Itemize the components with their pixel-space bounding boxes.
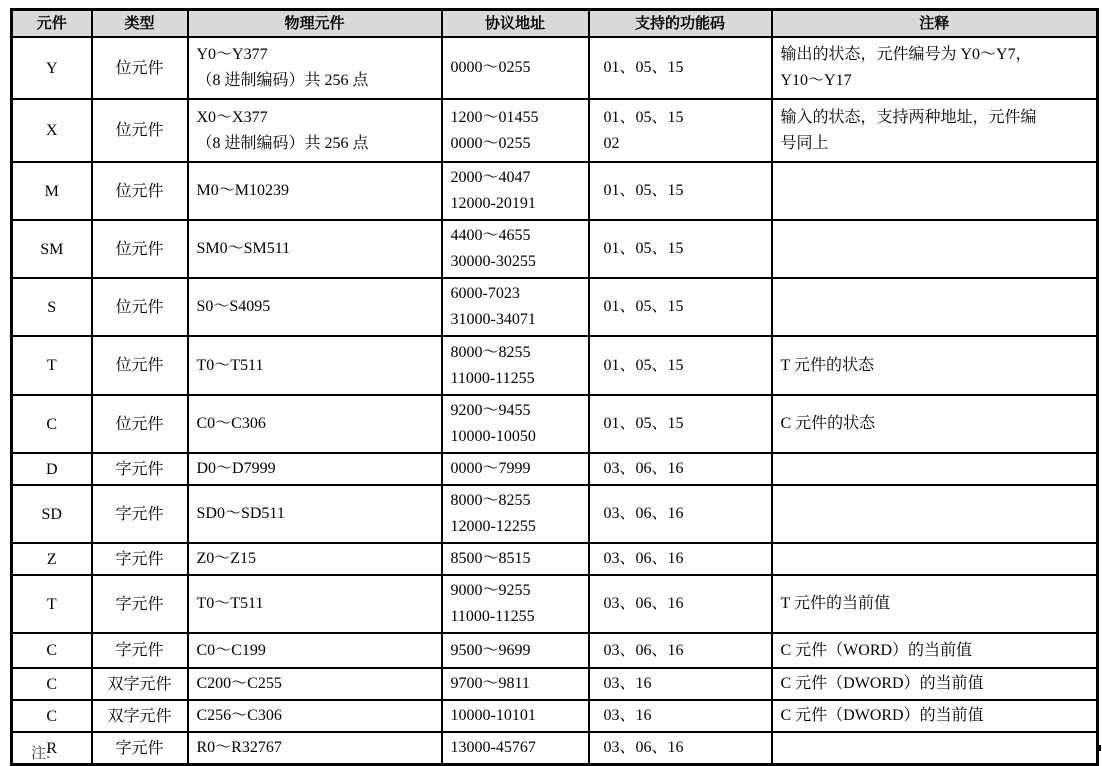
cell-protocol-address: [442, 633, 589, 668]
table-body: [12, 37, 1098, 765]
cell-component: T: [12, 575, 92, 633]
cell-type: 字元件: [92, 633, 188, 668]
cell-physical-component: [188, 453, 442, 485]
cell-line: 0000～7999: [450, 460, 531, 477]
cell-comment: [772, 336, 1098, 395]
table-row: [12, 633, 1098, 668]
cell-line: 2000～4047: [450, 169, 531, 186]
table-row: [12, 37, 1098, 99]
cell-function-codes: [589, 575, 772, 633]
cell-protocol-address: [442, 37, 589, 99]
cell-line: C0～C306: [196, 415, 266, 432]
cell-line: 03、16: [603, 707, 652, 724]
cell-comment: [772, 485, 1098, 543]
cell-type: 字元件: [92, 732, 188, 765]
cell-line: 输出的状态，元件编号为 Y0～Y7，: [780, 46, 1032, 63]
cell-comment: [772, 633, 1098, 668]
footnote-label: 注:: [31, 746, 51, 762]
cell-line: 03、06、16: [603, 739, 684, 756]
cell-component: Y: [12, 37, 92, 99]
cell-line: 01、05、15: [603, 415, 684, 432]
cell-component: SD: [12, 485, 92, 543]
cell-protocol-address: [442, 485, 589, 543]
cell-function-codes: [589, 633, 772, 668]
cell-line: X0～X377: [196, 108, 268, 126]
cell-component: D: [12, 453, 92, 485]
cell-line: 01、05、15: [603, 240, 684, 257]
table-row: [12, 99, 1098, 162]
cell-component: C: [12, 395, 92, 453]
cell-component: M: [12, 162, 92, 220]
cell-line: 01、05、15: [603, 59, 684, 76]
cell-line: C256～C306: [196, 707, 282, 724]
cell-component: S: [12, 278, 92, 336]
cell-line: C200～C255: [196, 675, 282, 692]
cell-physical-component: [188, 336, 442, 395]
table-row: [12, 485, 1098, 543]
table-row: [12, 453, 1098, 485]
cell-line: Z0～Z15: [196, 550, 257, 567]
cell-line: T 元件的当前值: [780, 595, 890, 612]
header-function-codes: 支持的功能码: [589, 10, 772, 38]
cell-function-codes: [589, 668, 772, 700]
cell-comment: [772, 278, 1098, 336]
header-type: 类型: [92, 10, 188, 38]
cell-function-codes: [589, 162, 772, 220]
cell-type: 位元件: [92, 278, 188, 336]
cell-line: 1200～01455: [450, 108, 539, 126]
cell-line: 10000-10101: [450, 707, 536, 724]
cell-comment: [772, 37, 1098, 99]
cell-function-codes: [589, 543, 772, 575]
cell-line: 号同上: [780, 134, 829, 152]
cell-component: R: [12, 732, 92, 765]
cell-line: 01、05、15: [603, 182, 684, 199]
cell-line: 10000-10050: [450, 428, 536, 445]
cell-comment: [772, 575, 1098, 633]
cell-physical-component: [188, 700, 442, 732]
cell-line: C 元件的状态: [780, 415, 876, 432]
cell-component: Z: [12, 543, 92, 575]
table-row: [12, 220, 1098, 278]
cell-line: Y10～Y17: [780, 72, 852, 89]
cell-type: 位元件: [92, 220, 188, 278]
cell-line: 12000-20191: [450, 195, 536, 212]
cell-line: 02: [603, 134, 620, 152]
cell-type: 位元件: [92, 99, 188, 162]
cell-physical-component: [188, 220, 442, 278]
cell-comment: [772, 162, 1098, 220]
cell-function-codes: [589, 336, 772, 395]
cell-line: SD0～SD511: [196, 505, 285, 522]
cell-component: C: [12, 633, 92, 668]
header-component: 元件: [12, 10, 92, 38]
cell-line: Y0～Y377: [196, 46, 268, 63]
cell-line: 8000～8255: [450, 492, 531, 509]
cell-type: 双字元件: [92, 668, 188, 700]
cell-line: （8 进制编码）共 256 点: [196, 134, 369, 152]
cell-line: T0～T511: [196, 356, 264, 374]
table-row: [12, 336, 1098, 395]
cell-type: 双字元件: [92, 700, 188, 732]
device-address-table: [10, 8, 1099, 766]
cell-line: 03、06、16: [603, 505, 684, 522]
cell-line: 01、05、15: [603, 356, 684, 374]
cell-line: 9000～9255: [450, 582, 531, 599]
cell-line: 9500～9699: [450, 641, 531, 659]
cell-line: 6000-7023: [450, 285, 520, 302]
cell-physical-component: [188, 485, 442, 543]
cell-comment: [772, 700, 1098, 732]
cell-line: 03、06、16: [603, 550, 684, 567]
cell-type: 位元件: [92, 162, 188, 220]
cell-physical-component: [188, 668, 442, 700]
cell-comment: [772, 220, 1098, 278]
cell-line: T0～T511: [196, 595, 264, 612]
header-protocol-address: 协议地址: [442, 10, 589, 38]
cell-line: （8 进制编码）共 256 点: [196, 72, 369, 89]
cell-function-codes: [589, 453, 772, 485]
cell-line: 9700～9811: [450, 675, 530, 692]
cell-component: C: [12, 700, 92, 732]
cell-protocol-address: [442, 700, 589, 732]
cell-physical-component: [188, 99, 442, 162]
cell-line: 0000～0255: [450, 59, 531, 76]
cell-protocol-address: [442, 336, 589, 395]
cell-comment: [772, 668, 1098, 700]
table-row: [12, 278, 1098, 336]
cell-protocol-address: [442, 453, 589, 485]
cell-line: 03、06、16: [603, 460, 684, 477]
cell-protocol-address: [442, 99, 589, 162]
cell-physical-component: [188, 633, 442, 668]
cell-component: X: [12, 99, 92, 162]
cell-type: 字元件: [92, 575, 188, 633]
cell-comment: [772, 395, 1098, 453]
cell-physical-component: [188, 395, 442, 453]
cell-function-codes: [589, 395, 772, 453]
cell-comment: [772, 543, 1098, 575]
cell-protocol-address: [442, 162, 589, 220]
cell-type: 位元件: [92, 336, 188, 395]
cell-function-codes: [589, 220, 772, 278]
cell-component: C: [12, 668, 92, 700]
table-row: [12, 700, 1098, 732]
cell-protocol-address: [442, 278, 589, 336]
cell-physical-component: [188, 278, 442, 336]
cell-type: 字元件: [92, 543, 188, 575]
cell-line: 输入的状态，支持两种地址，元件编: [780, 108, 1037, 126]
cell-type: 字元件: [92, 453, 188, 485]
cell-type: 位元件: [92, 37, 188, 99]
cell-line: C 元件（DWORD）的当前值: [780, 707, 984, 724]
header-physical-component: 物理元件: [188, 10, 442, 38]
cell-function-codes: [589, 37, 772, 99]
cell-line: 8500～8515: [450, 550, 531, 567]
cell-line: D0～D7999: [196, 460, 276, 477]
table-row: [12, 668, 1098, 700]
cell-protocol-address: [442, 220, 589, 278]
cell-protocol-address: [442, 575, 589, 633]
cell-line: 31000-34071: [450, 311, 536, 328]
cell-function-codes: [589, 99, 772, 162]
cell-line: 12000-12255: [450, 518, 536, 535]
cell-protocol-address: [442, 668, 589, 700]
cell-line: 03、06、16: [603, 595, 684, 612]
cell-line: 03、16: [603, 675, 652, 692]
cell-function-codes: [589, 485, 772, 543]
cell-line: 30000-30255: [450, 253, 536, 270]
cell-physical-component: [188, 543, 442, 575]
cell-line: S0～S4095: [196, 298, 271, 315]
cell-component: T: [12, 336, 92, 395]
cell-line: M0～M10239: [196, 182, 289, 199]
cell-type: 位元件: [92, 395, 188, 453]
cell-line: 8000～8255: [450, 343, 531, 361]
cell-protocol-address: [442, 395, 589, 453]
cell-line: 11000-11255: [450, 608, 535, 625]
cell-line: 01、05、15: [603, 108, 684, 126]
cell-line: SM0～SM511: [196, 240, 291, 257]
table-row: [12, 395, 1098, 453]
cell-type: 字元件: [92, 485, 188, 543]
table-row: [12, 543, 1098, 575]
cell-comment: [772, 453, 1098, 485]
cell-function-codes: [589, 278, 772, 336]
header-comment: 注释: [772, 10, 1098, 38]
cell-protocol-address: [442, 543, 589, 575]
cell-line: 9200～9455: [450, 402, 531, 419]
cell-physical-component: [188, 162, 442, 220]
cell-line: C0～C199: [196, 641, 266, 659]
cell-comment: [772, 99, 1098, 162]
cell-line: 0000～0255: [450, 134, 531, 152]
cell-line: 11000-11255: [450, 369, 535, 387]
cell-physical-component: [188, 575, 442, 633]
cell-line: C 元件（DWORD）的当前值: [780, 675, 984, 692]
cell-physical-component: [188, 37, 442, 99]
cell-function-codes: [589, 700, 772, 732]
table-row: [12, 575, 1098, 633]
table-row: [12, 162, 1098, 220]
cell-line: 13000-45767: [450, 739, 536, 756]
cell-line: 03、06、16: [603, 641, 684, 659]
cell-line: R0～R32767: [196, 739, 282, 756]
cell-line: 4400～4655: [450, 227, 531, 244]
cell-line: T 元件的状态: [780, 356, 874, 374]
cell-line: 01、05、15: [603, 298, 684, 315]
cell-component: SM: [12, 220, 92, 278]
cell-line: C 元件（WORD）的当前值: [780, 641, 973, 659]
table-header-row: [12, 10, 1098, 38]
